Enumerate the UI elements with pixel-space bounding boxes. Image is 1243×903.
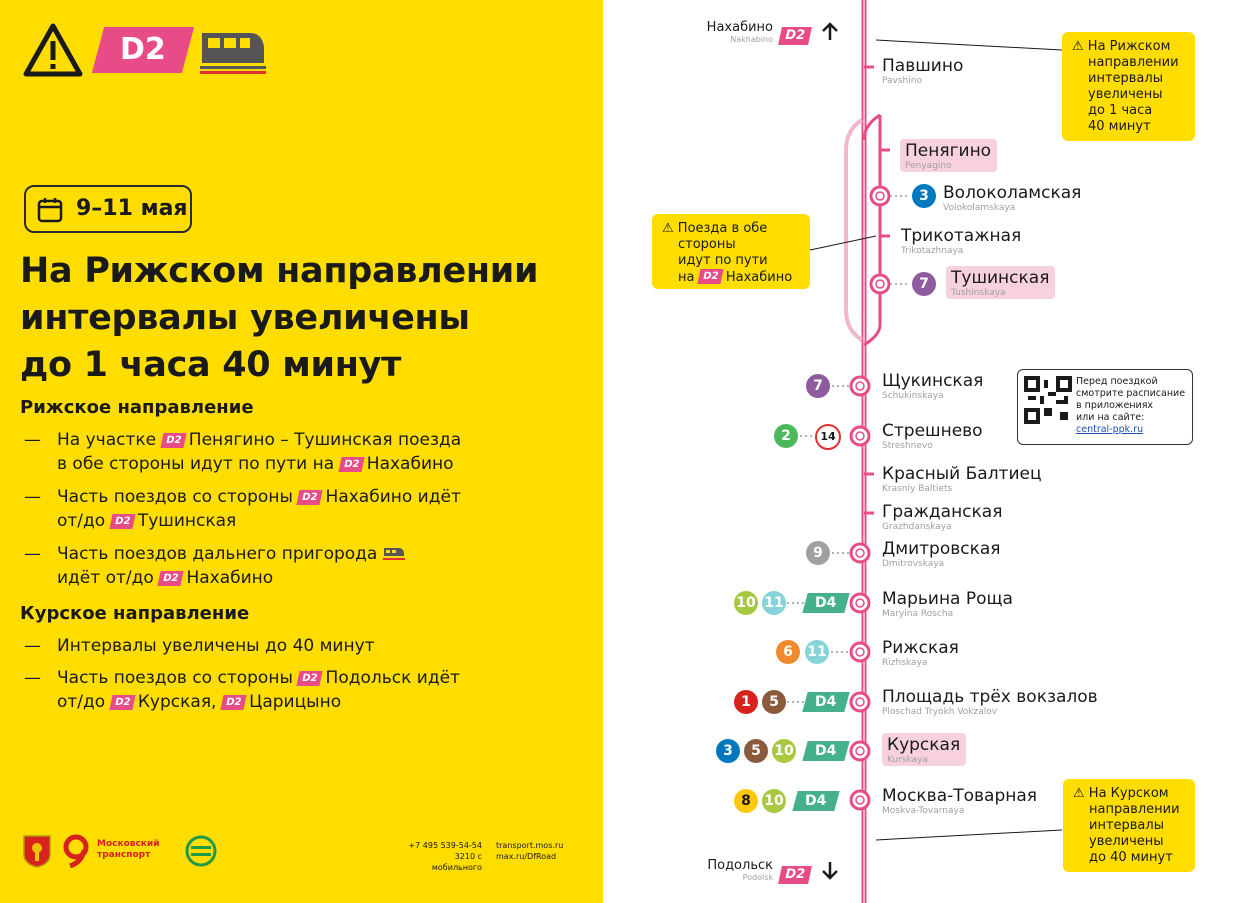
station-kurskaya: Курская Kurskaya [882,733,966,766]
line-d4-badge: D4 [802,593,849,613]
qr-code-icon [1024,376,1072,424]
station-ploschad: Площадь трёх вокзалов Ploschad Tryokh Vokzalov [882,687,1098,717]
metro-line-9-badge: 9 [806,541,830,565]
line-badge-d2: D2 [92,27,194,73]
date-text: 9–11 мая [76,196,188,221]
list-item: — Интервалы увеличены до 40 минут [24,636,375,656]
metro-line-10-badge: 10 [734,591,758,615]
mcc-line-14-badge: 14 [815,424,841,450]
tag-d2: D2 [697,269,723,284]
station-maryina-roscha: Марьина Роща Maryina Roscha [882,589,1013,619]
moscow-coat-of-arms-icon [22,834,52,868]
station-pavshino: Павшино Pavshino [882,56,964,86]
metro-line-7-badge: 7 [806,374,830,398]
note-rizhskoe-intervals: ⚠ На Рижском направлении интервалы увеличены до 1 часа 40 минут [1062,32,1195,141]
metro-line-2-badge: 2 [774,424,798,448]
metro-line-11-badge: 11 [762,591,786,615]
list-item: — Часть поездов со стороны D2 Нахабино идёт от/до D2 Тушинская [24,487,461,531]
schedule-link[interactable]: central-ppk.ru [1076,424,1144,435]
brand-name: Московский транспорт [97,839,160,860]
metro-line-3-badge: 3 [716,739,740,763]
railway-logo-icon [184,834,218,868]
station-krasniy-baltiets: Красный Балтиец Krasniy Baltiets [882,464,1042,494]
metro-line-7-badge: 7 [912,272,936,296]
tag-d2: D2 [220,695,246,710]
metro-line-10-badge: 10 [762,789,786,813]
station-trikotazhnaya: Трикотажная Trikotazhnaya [901,226,1022,256]
end-station-south: Подольск Podolsk [707,858,773,882]
station-schukinskaya: Щукинская Schukinskaya [882,371,984,401]
station-moskva-tovarnaya: Москва-Товарная Moskva-Tovarnaya [882,786,1038,816]
warning-icon: ⚠ [662,221,674,236]
station-penyagino: Пенягино Penyagino [900,139,997,172]
date-badge [24,185,192,233]
schedule-qr-box [1017,369,1193,445]
tag-d2: D2 [338,457,364,472]
station-volokolamskaya: Волоколамская Volokolamskaya [943,183,1082,213]
info-panel [0,0,603,903]
warning-icon [22,22,84,78]
phone-contacts: +7 495 539-54-54 3210 с мобильного [408,841,482,872]
line-d4-badge: D4 [792,791,839,811]
metro-line-5-badge: 5 [762,690,786,714]
warning-icon: ⚠ [1073,786,1085,801]
page-title: На Рижском направлении интервалы увеличены до 1 часа 40 минут [20,251,539,385]
metro-line-1-badge: 1 [734,690,758,714]
tag-d2: D2 [109,514,135,529]
list-item: — На участке D2 Пенягино – Тушинская поезда в обе стороны идут по пути на D2 Нахабино [24,430,462,474]
line-d4-badge: D4 [802,741,849,761]
station-grazhdanskaya: Гражданская Grazhdanskaya [882,502,1003,532]
train-icon [198,27,268,75]
metro-line-5-badge: 5 [744,739,768,763]
metro-line-6-badge: 6 [776,640,800,664]
station-streshnevo: Стрешнево Streshnevo [882,421,983,451]
metro-line-3-badge: 3 [912,184,936,208]
warning-icon: ⚠ [1072,39,1084,54]
end-station-north: Нахабино Nakhabino [706,20,773,44]
section-title-kurskoe: Курское направление [20,603,250,624]
route-map [603,0,1243,903]
tag-d2: D2 [158,571,184,586]
tag-d2: D2 [297,671,323,686]
suburban-train-icon [383,546,405,560]
station-tushinskaya: Тушинская Tushinskaya [946,266,1055,299]
tag-d2: D2 [109,695,135,710]
metro-line-11-badge: 11 [805,640,829,664]
metro-line-8-badge: 8 [734,789,758,813]
list-item: — Часть поездов дальнего пригорода идёт от/до D2 Нахабино [20,542,580,590]
note-kurskoe-intervals: ⚠ На Курском направлении интервалы увеличены до 40 минут [1063,779,1195,872]
list-item: — Часть поездов со стороны D2 Подольск идёт от/до D2 Курская, D2 Царицыно [24,668,460,712]
section-title-rizhskoe: Рижское направление [20,397,254,418]
web-contacts: transport.mos.ru max.ru/DfRoad [496,841,564,861]
tag-d2: D2 [160,433,186,448]
moscow-transport-logo-icon [60,834,92,868]
tag-d2: D2 [780,24,810,45]
station-rizhskaya: Рижская Rizhskaya [882,638,959,668]
qr-text: Перед поездкой смотрите расписание в приложениях или на сайте: central-ppk.ru [1076,376,1186,435]
metro-line-10-badge: 10 [772,739,796,763]
station-dmitrovskaya: Дмитровская Dmitrovskaya [882,539,1001,569]
tag-d2: D2 [297,490,323,505]
tag-d2: D2 [780,863,810,884]
line-d4-badge: D4 [802,692,849,712]
note-both-directions: ⚠ Поезда в обе стороны идут по пути на D2 Нахабино [652,214,810,289]
calendar-icon [36,196,64,224]
